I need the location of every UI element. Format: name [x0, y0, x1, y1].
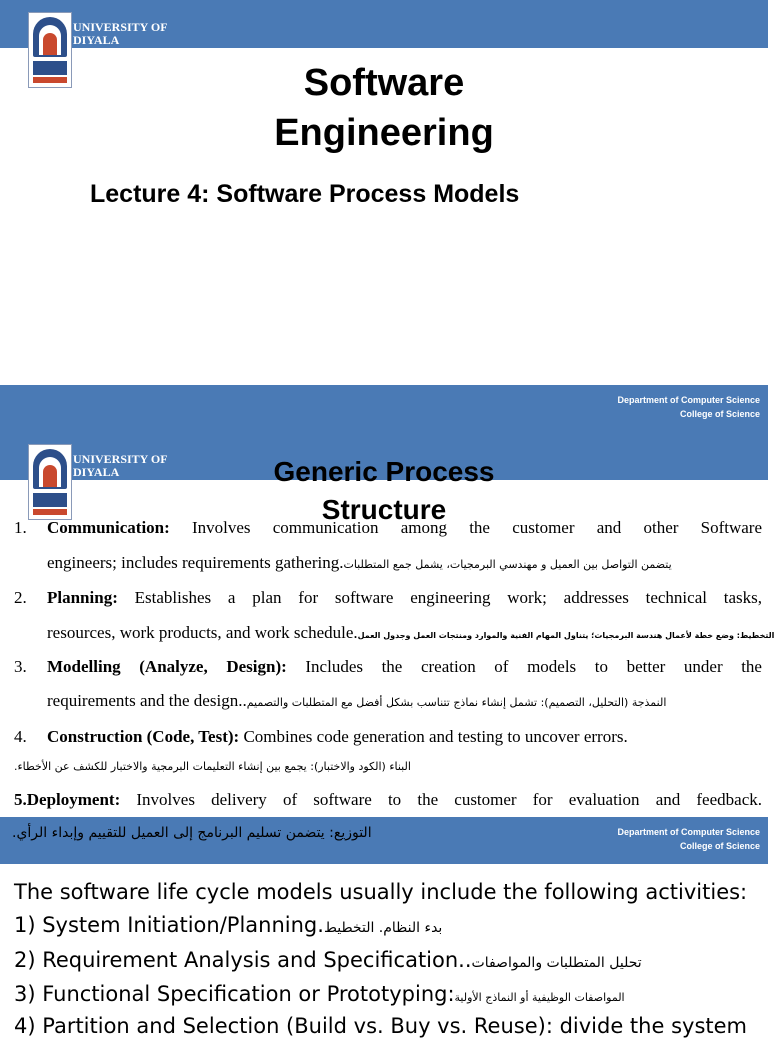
list-item-construction-arabic: البناء (الكود والاختبار): يجمع بين إنشاء التعليمات البرمجية والاختبار للكشف عن الأخطاء.	[14, 760, 411, 773]
list-item-modelling: 3. Modelling (Analyze, Design): Includes the creation of models to better under the	[14, 657, 762, 676]
footer-band	[0, 817, 768, 864]
life-cycle-intro: The software life cycle models usually include the following activities:	[14, 880, 748, 904]
footer-department: Department of Computer Science	[617, 827, 760, 837]
slide-life-cycle	[0, 864, 768, 1038]
footer-band	[0, 385, 768, 432]
list-item-communication: 1. Communication: Involves communication among the customer and other Software	[14, 518, 762, 537]
slide-title-line-2: Structure	[321, 494, 447, 525]
life-cycle-item-1: 1) System Initiation/Planning.بدء النظام. التخطيط	[14, 913, 443, 937]
list-item-deployment: 5.Deployment: Involves delivery of software to the customer for evaluation and feedback.	[14, 790, 762, 809]
slide-generic-process	[0, 432, 774, 864]
university-name: UNIVERSITY OF DIYALA	[73, 452, 168, 479]
list-item-modelling-cont: requirements and the design..النمذجة (التحليل، التصميم): تشمل إنشاء نماذج تتناسب بشكل أفضل مع المتطلبات والتصميم	[47, 691, 667, 710]
life-cycle-item-2: 2) Requirement Analysis and Specification..تحليل المتطلبات والمواصفات	[14, 948, 642, 972]
slide-title	[0, 0, 768, 432]
life-cycle-item-3: 3) Functional Specification or Prototyping:المواصفات الوظيفية أو النماذج الأولية	[14, 982, 625, 1006]
list-item-planning: 2. Planning: Establishes a plan for software engineering work; addresses technical tasks,	[14, 588, 762, 607]
list-item-construction: 4. Construction (Code, Test): Combines code generation and testing to uncover errors.	[14, 727, 628, 746]
footer-department: Department of Computer Science	[617, 395, 760, 405]
footer-college: College of Science	[679, 409, 760, 419]
life-cycle-item-4: 4) Partition and Selection (Build vs. Buy vs. Reuse): divide the system	[14, 1014, 747, 1038]
lecture-subtitle: Lecture 4: Software Process Models	[90, 180, 520, 208]
title-line-2: Engineering	[274, 112, 494, 154]
university-name: UNIVERSITY OF DIYALA	[73, 20, 168, 47]
list-item-deployment-arabic: التوزيع: يتضمن تسليم البرنامج إلى العميل للتقييم وإبداء الرأي.	[12, 825, 372, 841]
slide-title-line-1: Generic Process	[273, 456, 495, 487]
list-item-communication-cont: engineers; includes requirements gathering.يتضمن التواصل بين العميل و مهندسي البرمجيات، يشمل جمع المتطلبات	[47, 553, 672, 572]
footer-college: College of Science	[679, 841, 760, 851]
title-line-1: Software	[303, 62, 465, 104]
list-item-planning-cont: resources, work products, and work schedule.التخطيط: وضع خطة لأعمال هندسة البرمجيات؛ يتناول المهام الفنية والموارد ومنتجات العمل وجدول العمل	[47, 623, 774, 642]
